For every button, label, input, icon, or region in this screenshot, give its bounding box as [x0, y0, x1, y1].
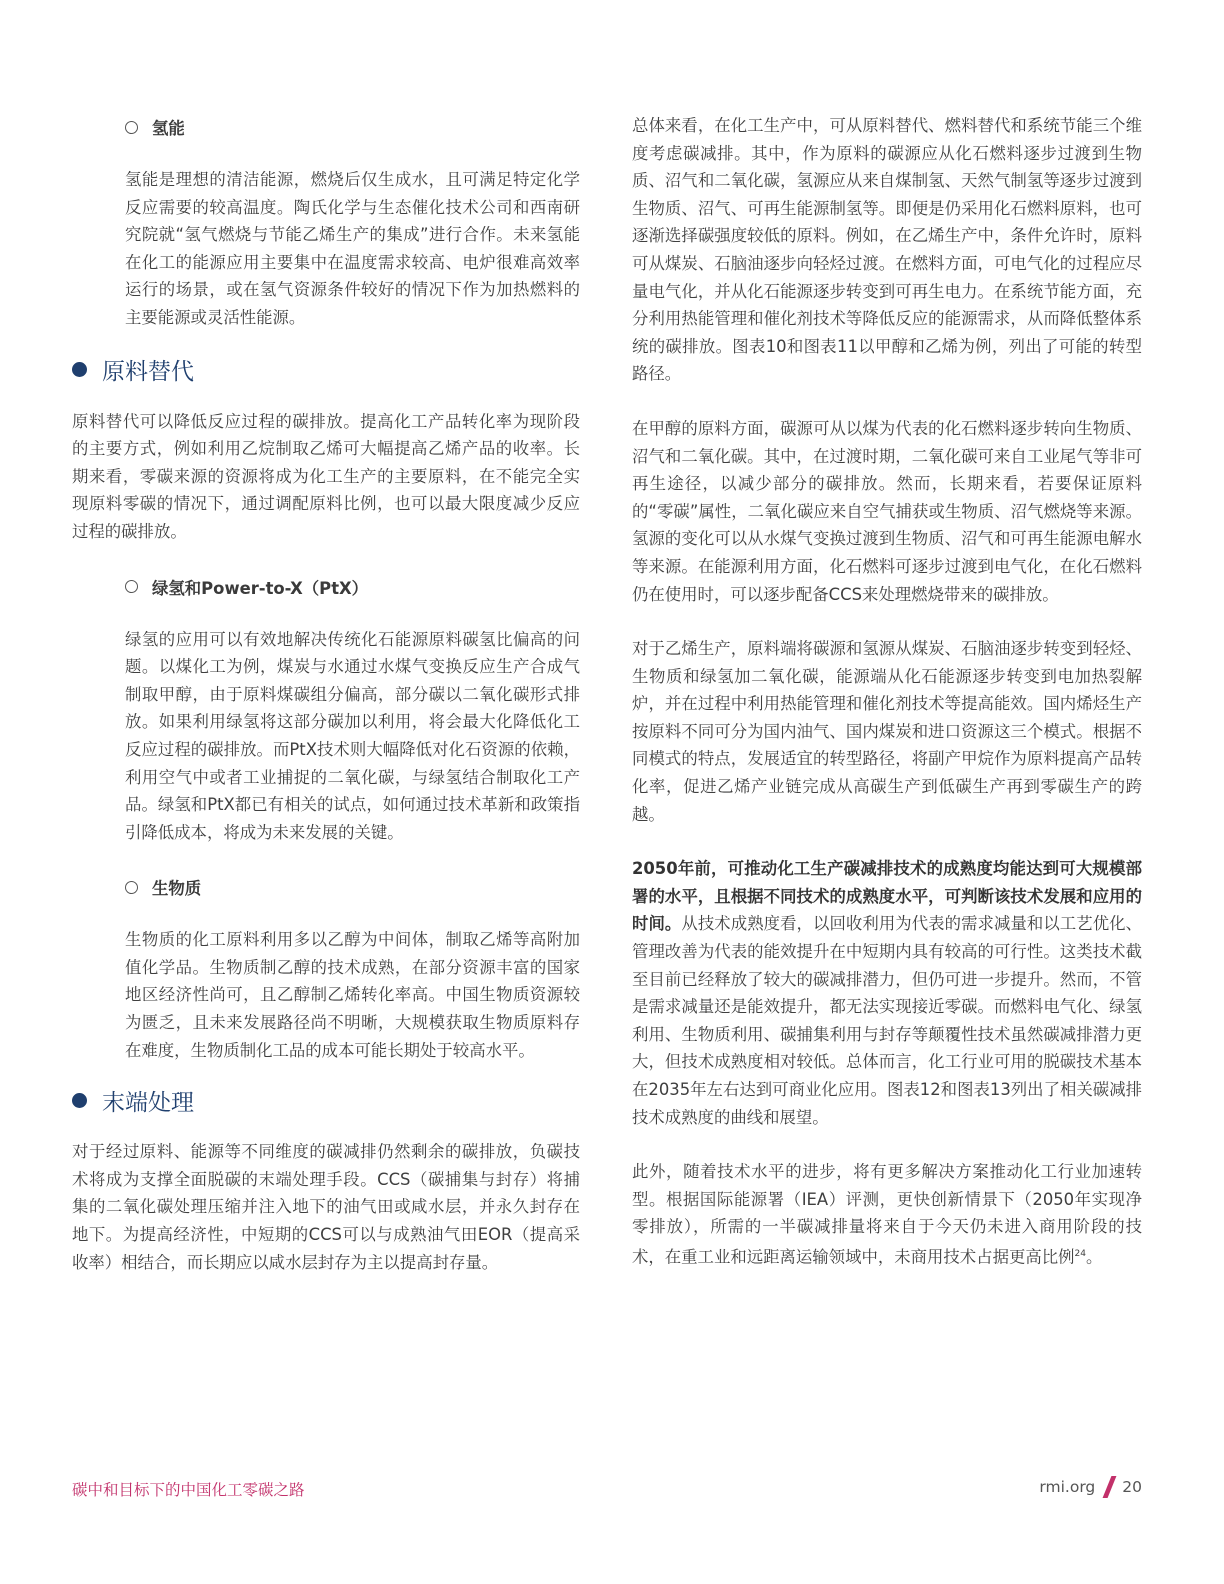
- section-end-treatment: [72, 1082, 580, 1118]
- footer-report-title: 碳中和目标下的中国化工零碳之路: [72, 1481, 305, 1499]
- left-column: [72, 112, 580, 1276]
- page-number: 20: [1122, 1478, 1142, 1496]
- subsection-biomass: [125, 872, 580, 902]
- footer-site-link[interactable]: rmi.org: [1039, 1478, 1096, 1496]
- overview-paragraph: 总体来看，在化工生产中，可从原料替代、燃料替代和系统节能三个维度考虑碳减排。其中，作为原料的碳源应从化石燃料逐步过渡到生物质、沼气和二氧化碳，氢源应从来自煤制氢、天然气制氢等逐步过渡到生物质、沼气、可再生能源制氢等。即便是仍采用化石燃料原料，也可逐渐选择碳强度较低的原料。例如，在乙烯生产中，条件允许时，原料可从煤炭、石脑油逐步向轻烃过渡。在燃料方面，可电气化的过程应尽量电气化，并从化石能源逐步转变到可再生电力。在系统节能方面，充分利用热能管理和催化剂技术等降低反应的能源需求，从而降低整体系统的碳排放。图表10和图表11以甲醇和乙烯为例，列出了可能的转型路径。: [632, 116, 1142, 384]
- circle-bullet-icon: [125, 881, 138, 894]
- section-title: 原料替代: [102, 359, 194, 386]
- hydrogen-paragraph: 氢能是理想的清洁能源，燃烧后仅生成水，且可满足特定化学反应需要的较高温度。陶氏化学与生态催化技术公司和西南研究院就“氢气燃烧与节能乙烯生产的集成”进行合作。未来氢能在化工的能源应用主要集中在温度需求较高、电炉很难高效率运行的场景，或在氢气资源条件较好的情况下作为加热燃料的主要能源或灵活性能源。: [125, 170, 580, 327]
- section-title: 末端处理: [102, 1089, 194, 1116]
- outlook-body: 此外，随着技术水平的进步，将有更多解决方案推动化工行业加速转型。根据国际能源署（IEA）评测，更快创新情景下（2050年实现净零排放），所需的一半碳减排量将来自于今天仍未进入商用阶段的技术，在重工业和远距离运输领域中，未商用技术占据更高比例: [632, 1162, 1142, 1267]
- outlook-paragraph: [632, 1158, 1142, 1271]
- biomass-paragraph: 生物质的化工原料利用多以乙醇为中间体，制取乙烯等高附加值化学品。生物质制乙醇的技术成熟，在部分资源丰富的国家地区经济性尚可，且乙醇制乙烯转化率高。中国生物质资源较为匮乏，且未来发展路径尚不明晰，大规模获取生物质原料存在难度，生物质制化工品的成本可能长期处于较高水平。: [125, 930, 580, 1060]
- slash-divider-icon: [1103, 1476, 1117, 1498]
- dot-bullet-icon: [72, 1093, 87, 1108]
- outlook-end: 。: [1086, 1247, 1103, 1267]
- green-hydrogen-paragraph: 绿氢的应用可以有效地解决传统化石能源原料碳氢比偏高的问题。以煤化工为例，煤炭与水通过水煤气变换反应生产合成气制取甲醇，由于原料煤碳组分偏高，部分碳以二氧化碳形式排放。如果利用绿氢将这部分碳加以利用，将会最大化降低化工反应过程的碳排放。而PtX技术则大幅降低对化石资源的依赖，利用空气中或者工业捕捉的二氧化碳，与绿氢结合制取化工产品。绿氢和PtX都已有相关的试点，如何通过技术革新和政策指引降低成本，将成为未来发展的关键。: [125, 629, 580, 842]
- dot-bullet-icon: [72, 362, 87, 377]
- right-column: [632, 112, 1142, 1271]
- circle-bullet-icon: [125, 121, 138, 134]
- footnote-ref: 24: [1074, 1248, 1086, 1259]
- subsection-title: 绿氢和Power-to-X（PtX）: [152, 578, 369, 598]
- methanol-paragraph: 在甲醇的原料方面，碳源可从以煤为代表的化石燃料逐步转向生物质、沼气和二氧化碳。其中，在过渡时期，二氧化碳可来自工业尾气等非可再生途径，以减少部分的碳排放。然而，长期来看，若要保证原料的“零碳”属性，二氧化碳应来自空气捕获或生物质、沼气燃烧等来源。氢源的变化可以从水煤气变换过渡到生物质、沼气和可再生能源电解水等来源。在能源利用方面，化石燃料可逐步过渡到电气化，在化石燃料仍在使用时，可以逐步配备CCS来处理燃烧带来的碳排放。: [632, 418, 1142, 604]
- maturity-paragraph: [632, 855, 1142, 1131]
- ethylene-paragraph: 对于乙烯生产，原料端将碳源和氢源从煤炭、石脑油逐步转变到轻烃、生物质和绿氢加二氧化碳，能源端从化石能源逐步转变到电加热裂解炉，并在过程中利用热能管理和催化剂技术等提高能效。国内烯烃生产按原料不同可分为国内油气、国内煤炭和进口资源这三个模式。根据不同模式的特点，发展适宜的转型路径，将副产甲烷作为原料提高产品转化率，促进乙烯产业链完成从高碳生产到低碳生产再到零碳生产的跨越。: [632, 639, 1142, 824]
- circle-bullet-icon: [125, 580, 138, 593]
- footer-page-info: [1039, 1476, 1142, 1498]
- subsection-title: 生物质: [152, 879, 202, 899]
- maturity-body: 从技术成熟度看，以回收利用为代表的需求减量和以工艺优化、管理改善为代表的能效提升在中短期内具有较高的可行性。这类技术截至目前已经释放了较大的碳减排潜力，但仍可进一步提升。然而，不管是需求减量还是能效提升，都无法实现接近零碳。而燃料电气化、绿氢利用、生物质利用、碳捕集利用与封存等颠覆性技术虽然碳减排潜力更大，但技术成熟度相对较低。总体而言，化工行业可用的脱碳技术基本在2035年左右达到可商业化应用。图表12和图表13列出了相关碳减排技术成熟度的曲线和展望。: [632, 914, 1143, 1127]
- subsection-title: 氢能: [152, 119, 185, 138]
- subsection-hydrogen: [125, 112, 580, 142]
- end-treatment-paragraph: 对于经过原料、能源等不同维度的碳减排仍然剩余的碳排放，负碳技术将成为支撑全面脱碳的末端处理手段。CCS（碳捕集与封存）将捕集的二氧化碳处理压缩并注入地下的油气田或咸水层，并永久封存在地下。为提高经济性，中短期的CCS可以与成熟油气田EOR（提高采收率）相结合，而长期应以咸水层封存为主以提高封存量。: [72, 1142, 580, 1272]
- maturity-bold-lead: 2050年前，可推动化工生产碳减排技术的成熟度均能达到可大规模部署的水平，且根据不同技术的成熟度水平，可判断该技术发展和应用的时间。: [632, 859, 1142, 934]
- section-feedstock: [72, 352, 580, 388]
- feedstock-paragraph: 原料替代可以降低反应过程的碳排放。提高化工产品转化率为现阶段的主要方式，例如利用乙烷制取乙烯可大幅提高乙烯产品的收率。长期来看，零碳来源的资源将成为化工生产的主要原料，在不能完全实现原料零碳的情况下，通过调配原料比例，也可以最大限度减少反应过程的碳排放。: [72, 411, 580, 541]
- subsection-green-hydrogen: [125, 572, 580, 602]
